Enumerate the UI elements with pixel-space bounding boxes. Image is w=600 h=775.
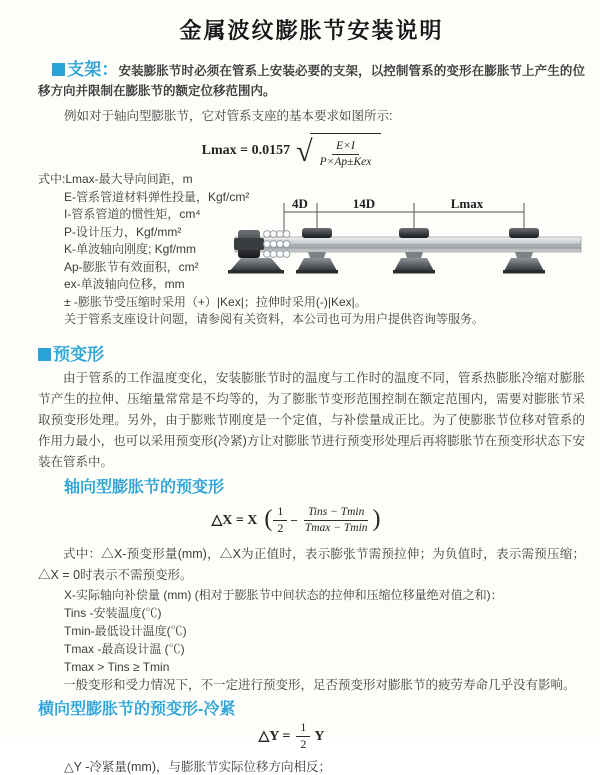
- lmax-fraction-numerator: E×I: [332, 139, 359, 155]
- definition-line: K-单波轴向刚度; Kgf/mm: [64, 242, 197, 256]
- temperature-fraction: [301, 505, 372, 536]
- definition-line: Ap-膨胀节有效面积，cm²: [64, 259, 199, 274]
- half-denominator: 2: [277, 521, 284, 535]
- support-intro-paragraph: [38, 60, 585, 101]
- lateral-formula-rhs: Y: [314, 728, 325, 744]
- axial-x-definition: X-实际轴向补偿量 (mm) (相对于膨胀节中间状态的拉伸和压缩位移量绝对值之和)：: [64, 587, 503, 602]
- close-paren: ): [372, 506, 381, 532]
- temperature-relation: Tmax > Tins ≥ Tmin: [64, 659, 170, 674]
- dimension-label-lmax: Lmax: [450, 196, 484, 211]
- dimension-label-14d: 14D: [352, 196, 376, 211]
- temperature-denominator: Tmax − Tmin: [304, 522, 368, 534]
- definition-line: E-管系管道材料弹性投量，Kgf/cm²: [64, 189, 250, 204]
- lateral-note: △Y -冷紧量(mm)，与膨胀节实际位移方向相反；: [64, 759, 332, 774]
- radical-sign: √: [296, 135, 313, 169]
- predeform-paragraph: 由于管系的工作温度变化，安装膨胀节时的温度与工作时的温度不同，管系热膨胀冷缩对膨胀节产生的拉伸、压缩量常常是不均等的，为了膨胀节变形范围控制在额定范围内，需要对膨胀节采取预变形处理。另外，由于膨账节刚度是一个定值，与补偿量成正比。为了使膨胀节位移对管系的作用力最小，也可以采用预变形(冷紧)方让对膨胀节进行预变形处理后再将膨胀节在预变形状态下安装在管系中。: [38, 370, 585, 469]
- lmax-fraction-denominator: P×Ap±Kex: [319, 155, 372, 168]
- half-denominator: 2: [300, 737, 307, 751]
- bellows-icon: [264, 231, 290, 258]
- definition-line: ex-单波轴向位移，mm: [64, 277, 185, 291]
- definition-line: 关于管系支座设计问题，请参阅有关资料，本公司也可为用户提供咨询等服务。: [64, 312, 485, 326]
- axial-subheading: 轴向型膨胀节的预变形: [64, 478, 225, 496]
- support-intro-text: 安装膨胀节时必须在管系上安装必要的支架，以控制管系的变形在膨胀节上产生的位移方向并限制在膨胀节的额定位移范围内。: [38, 64, 585, 98]
- definition-line: ± -膨胀节受压缩时采用（+）|Kex|；拉伸时采用(-)|Kex|。: [64, 294, 367, 309]
- lateral-formula: [38, 722, 545, 752]
- definition-line: I-管系管道的惯性矩，cm⁴: [64, 207, 201, 221]
- axial-formula-lhs: △X = X: [211, 513, 258, 528]
- tins-definition: Tins -安装温度(℃): [64, 605, 162, 620]
- tmin-definition: Tmin-最低设计温度(℃): [64, 623, 187, 638]
- temperature-numerator: Tins − Tmin: [304, 505, 368, 521]
- lmax-formula: [38, 133, 545, 169]
- axial-where-note: 式中：△X-预变形量(mm)，△X为正值时，表示膨张节需预拉伸；为负值时，表示需预压缩；△X = 0时表示不需预变形。: [38, 546, 585, 582]
- half-fraction: [273, 504, 287, 536]
- tmax-definition: Tmax -最高设计温 (℃): [64, 641, 185, 656]
- dimension-label-4d: 4D: [292, 196, 308, 211]
- half-numerator: 1: [273, 504, 287, 521]
- lmax-formula-lhs: Lmax = 0.0157: [201, 143, 291, 158]
- predeform-section-heading: [38, 340, 585, 365]
- lateral-formula-lhs: △Y =: [258, 729, 291, 744]
- predeform-section-label: 预变形: [53, 344, 104, 364]
- section-square-icon: [52, 63, 65, 76]
- definitions-block: [38, 171, 585, 329]
- lmax-fraction: [316, 139, 376, 170]
- axial-formula: [38, 502, 555, 540]
- pipe-support-diagram: [227, 195, 583, 291]
- support-example-line: 例如对于轴向型膨胀节，它对管系支座的基本要求如图所示:: [64, 109, 393, 123]
- section-square-icon: [38, 348, 51, 361]
- axial-remark: 一般变形和受力情况下，不一定进行预变形，足否预变形对膨胀节的疲劳寿命几乎没有影响。: [63, 677, 576, 692]
- half-fraction: [296, 720, 310, 752]
- half-numerator: 1: [296, 720, 310, 737]
- definition-line: P-设计压力，Kgf/mm²: [64, 224, 182, 239]
- lateral-subheading: 横向型膨胀节的预变形-冷紧: [38, 700, 236, 718]
- minus-sign: −: [290, 512, 298, 528]
- radical-body: [310, 133, 382, 170]
- page-title: 金属波纹膨胀节安装说明: [179, 18, 444, 43]
- open-paren: (: [264, 506, 273, 532]
- definition-line: 式中:Lmax-最大导向间距，m: [38, 172, 193, 186]
- support-section-label: 支架：: [67, 60, 119, 79]
